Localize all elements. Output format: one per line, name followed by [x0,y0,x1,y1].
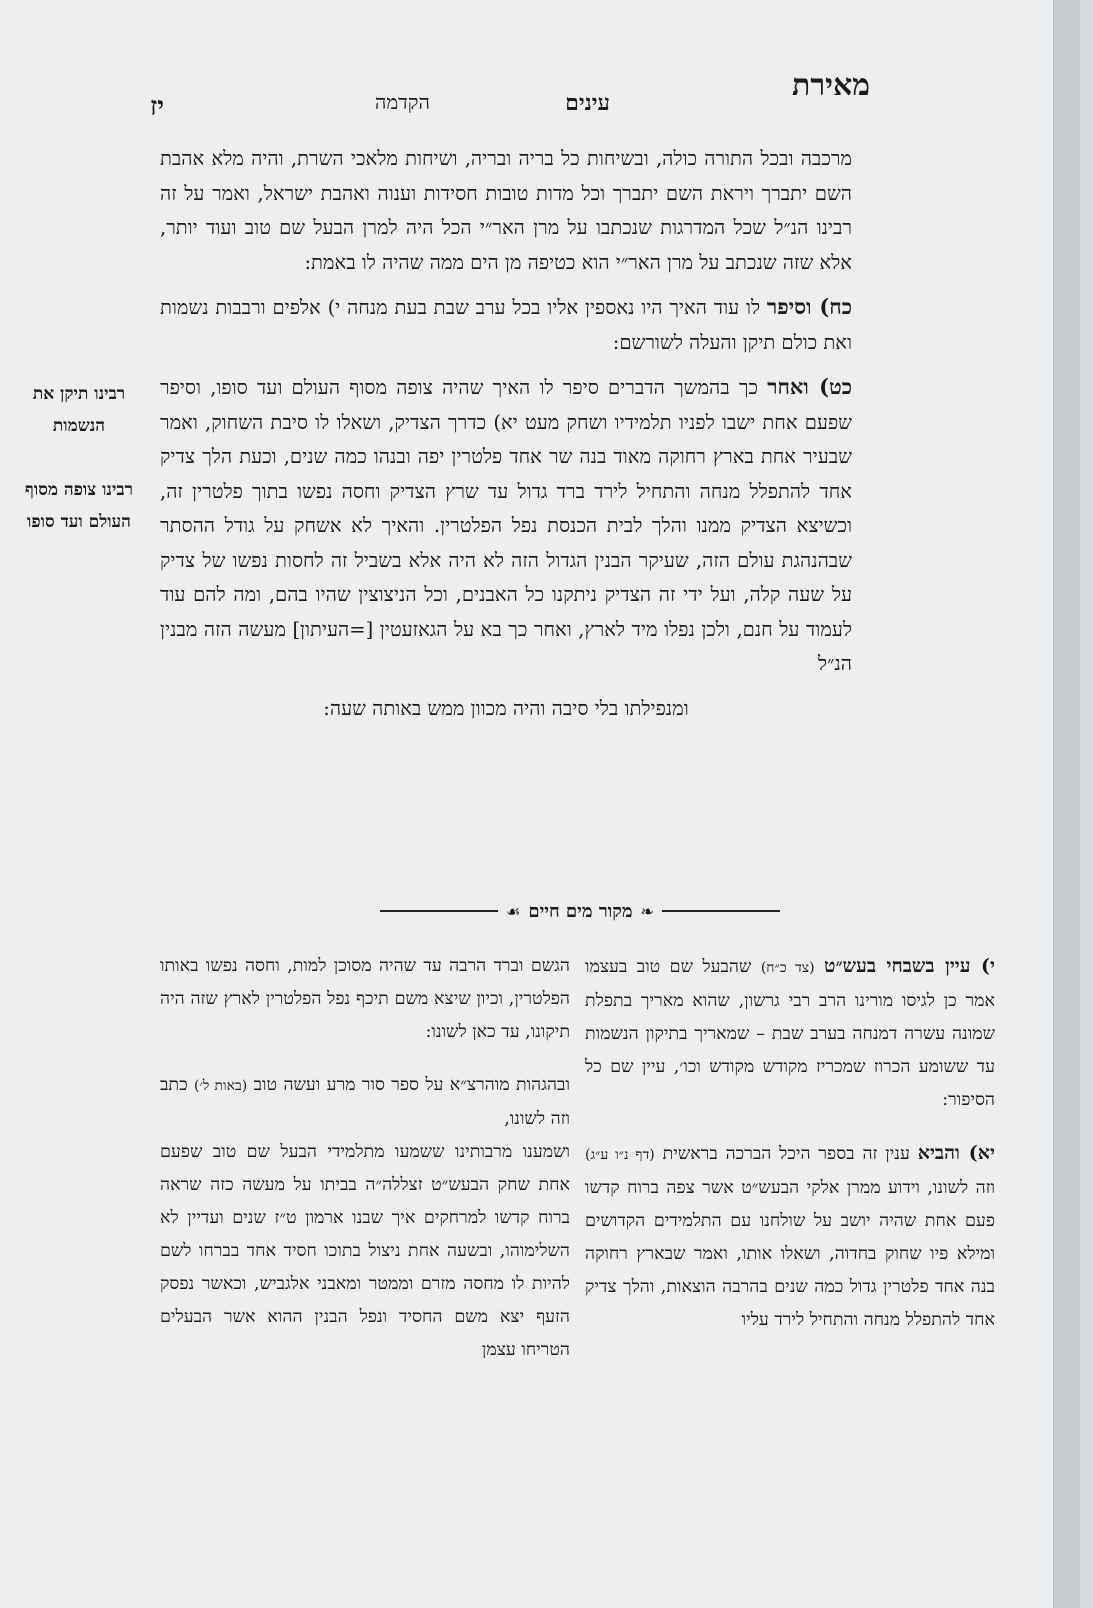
paragraph-last-line: ומנפילתו בלי סיבה והיה מכוון ממש באותה שעה: [323,696,689,720]
page-header [150,68,870,128]
page-number: יז [150,92,165,122]
footnote-continued: הגשם וברד הרבה עד שהיה מסוכן למות, וחסה נפשו באותו הפלטרין, וכיון שיצא משם תיכף נפל הפלטרין לארץ שזה היה תיקונו, עד כאן לשונו: [160,956,570,1042]
paragraph-body: לו עוד האיך היו נאספין אליו בכל ערב שבת בעת מנחה י) אלפים ורבבות נשמות ואת כולם תיקן והעלה לשורשם: [160,296,852,354]
footnote-lead: י) עיין בשבחי בעש״ט [823,955,995,977]
divider-label: מקור מים חיים [528,900,633,922]
book-title: מאירת [792,68,870,103]
footnote-body: וזה לשונו, וידוע ממרן אלקי הבעש״ט אשר צפה ברוח קדשו פעם אחת שהיה יושב על שולחנו עם התלמידים הקדושים ומילא פיו שחוק בחדוה, ושאלו אותו, ואמר שבארץ רחוקה בנה אחד פלטרין גדול כמה שנים בהרבה הוצאות, והלך צדיק אחד להתפלל מנחה והתחיל לירד עליו [585,1178,995,1330]
footnote-body: ושמענו מרבותינו ששמעו מתלמידי הבעל שם טוב שפעם אחת שחק הבעש״ט זצללה״ה בביתו על מעשה כזה שראה ברוח קדשו למרחקים איך שבנו ארמון ט״ז שנים ועדיין לא השלימוהו, ובשעה אחת ניצול בתוכו חסיד אחד בברחו לשם להיות לו מחסה מזרם וממטר ומאבני אלגביש, וכאשר נפסק הזעף יצא משם החסיד ונפל הבנין ההוא אשר הבעלים הטריחו עצמן [160,1142,570,1360]
divider-rule [662,910,780,912]
margin-note: רבינו צופה מסוף העולם ועד סופו [25,480,133,532]
paragraph [160,370,852,682]
paragraph: מרכבה ובכל התורה כולה, ובשיחות כל בריה ובריה, ושיחות מלאכי השרת, והיה מלא אהבת השם יתברך ויראת השם יתברך וכל מדות טובות חסידות וענוה ואהבת ישראל, ואמר על זה רבינו הנ״ל שכל המדרגות שנכתבו על מרן האר״י הכל היה למרן הבעל שם טוב ועוד יותר, אלא שזה שנכתב על מרן האר״י הוא כטיפה מן הים ממה שהיה לו באמת: [160,147,852,274]
page-edge [1053,0,1080,1608]
footnote-body: כתב וזה לשונו, [160,1075,570,1129]
book-subtitle: עינים [565,90,610,116]
footnote [585,1137,995,1337]
paragraph-lead: כט) ואחר [767,374,852,399]
divider-rule [380,910,498,912]
section-title: הקדמה [374,90,430,114]
paragraph-lead: כח) וסיפר [766,294,852,319]
footnote [160,1069,570,1367]
ornament-icon: ☙ [506,901,521,921]
margin-note: רבינו תיקן את הנשמות [32,384,126,436]
footnote-body: שהבעל שם טוב בעצמו אמר כן לגיסו מורינו הרב רבי גרשון, שהוא מאריך בתפלת שמונה עשרה דמנחה בערב שבת – שמאריך בתיקון הנשמות עד ששומע הכרוז שמכריז מקודש מקודש וכו׳, עיין שם כל הסיפור: [585,957,995,1110]
main-text [160,142,852,726]
section-divider [380,897,780,925]
footnote-lead: יא) והביא [917,1142,995,1164]
footnote-body: ובהגהות מוהרצ״א על ספר סור מרע ועשה טוב [253,1075,570,1095]
paragraph-body: כך בהמשך הדברים סיפר לו האיך שהיה צופה מסוף העולם ועד סופו, וסיפר שפעם אחת ישבו לפניו תלמידיו ושחק מעט יא) כדרך הצדיק, ושאלו לו סיבת השחוק, ואמר שבעיר אחת בארץ רחוקה מאוד בנה שר אחד פלטרין יפה ובנהו כמה שנים, וכעת הלך צדיק אחד להתפלל מנחה והתחיל לירד ברד גדול עד שרץ הצדיק וחסה נפשו בתוך פלטרין זה, וכשיצא הצדיק ממנו והלך לבית הכנסת נפל הפלטרין. והאיך לא אשחק על גודל ההסתר שבהנהגת עולם הזה, שעיקר הבנין הגדול הזה לא היה אלא בשביל זה לחסות נפשו של צדיק על שעה קלה, ועל ידי זה הצדיק ניתקנו כל האבנים, וכל הניצוצין שהיו בהם, ומה להם עוד לעמוד על חנם, ולכן נפלו מיד לארץ, ואחר כך בא על הגאזעטין [=העיתון] מעשה הזה מבנין הנ״ל [160,376,852,675]
footnote-ref: (צד כ״ח) [760,960,815,976]
ornament-icon: ❧ [640,901,654,921]
footnote-column-right [585,950,995,1337]
footnote [585,950,995,1117]
footnote-ref: (באות ל׳) [194,1078,248,1094]
footnote-body: ענין זה בספר היכל הברכה בראשית [662,1144,910,1164]
footnote-column-left [160,950,570,1367]
footnote-ref: (דף נ״ו ע״ג) [585,1147,655,1163]
paragraph [160,290,852,360]
